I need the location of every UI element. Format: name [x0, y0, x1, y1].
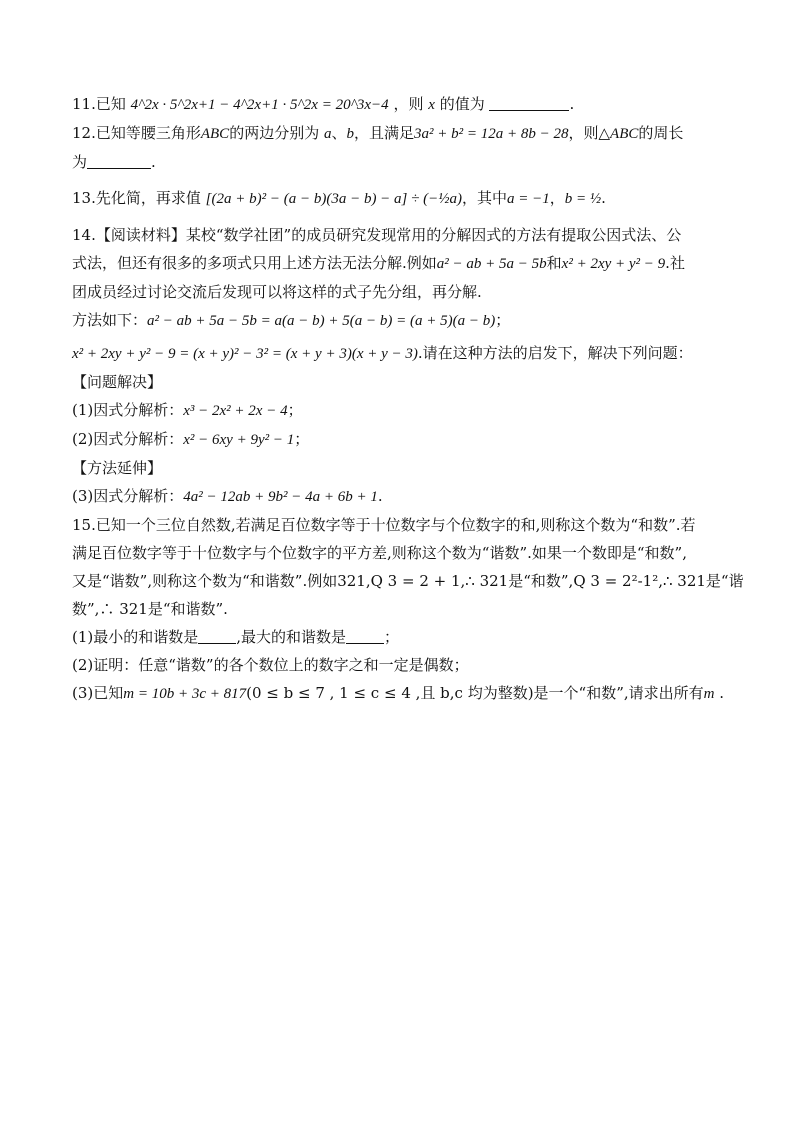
- q14-p1-end: ；: [287, 401, 303, 419]
- q12-text3: ，且满足: [354, 124, 415, 142]
- q15-p1-a: (1)最小的和谐数是: [72, 628, 199, 646]
- q14-line2-a: 式法，但还有很多的多项式只用上述方法无法分解.例如: [72, 254, 437, 272]
- q14-p2-label: (2)因式分解析：: [72, 430, 184, 448]
- q15-part1: [72, 626, 724, 648]
- q14-example-1: a² − ab + 5a − 5b: [436, 256, 547, 272]
- q13-expression: [(2a + b)² − (a − b)(3a − b) − a] ÷ (−½a): [205, 191, 462, 207]
- question-14-line2: [72, 252, 724, 275]
- question-14-method2: [72, 342, 724, 365]
- question-list: [72, 93, 744, 705]
- q14-method2-expr: x² + 2xy + y² − 9 = (x + y)² − 3² = (x + y + 3)(x + y − 3): [72, 346, 418, 362]
- q13-b-value: b = ½: [564, 191, 602, 207]
- q15-part2: (2)证明：任意“谐数”的各个数位上的数字之和一定是偶数；: [72, 656, 469, 674]
- question-15-line3: 又是“谐数”,则称这个数为“和谐数”.例如321,Q 3 = 2 + 1,∴ 321是“和数”,Q 3 = 2²-1²,∴ 321是“谐: [72, 572, 744, 590]
- q12-triangle-name-2: ABC: [610, 126, 639, 142]
- q12-text5: 的周长: [638, 124, 684, 142]
- q15-p3-m: m: [703, 686, 715, 702]
- q15-max-blank[interactable]: [346, 629, 384, 644]
- q12-sep: 、: [331, 124, 347, 142]
- q14-section-extension: 【方法延伸】: [72, 459, 163, 477]
- q14-line2-b: .社: [665, 254, 685, 272]
- q13-prefix: 13.先化简，再求值: [72, 189, 201, 207]
- q15-p3-b: (0 ≤ b ≤ 7 , 1 ≤ c ≤ 4 ,且 b,c 均为整数)是一个“和数”,请求出所有: [246, 684, 704, 702]
- q14-part1: [72, 399, 724, 422]
- question-15-line4: 数”,∴ 321是“和谐数”.: [72, 600, 228, 618]
- q12-equation: 3a² + b² = 12a + 8b − 28: [414, 126, 569, 142]
- q11-variable: x: [428, 97, 435, 113]
- q12-a: a: [323, 126, 332, 142]
- q14-p2-end: ；: [294, 430, 310, 448]
- q12-text2: 的两边分别为: [229, 124, 324, 142]
- question-13: [72, 183, 724, 214]
- q12-prefix: 12.已知等腰三角形: [72, 124, 201, 142]
- q15-min-blank[interactable]: [198, 629, 236, 644]
- q13-end: .: [601, 189, 606, 207]
- q15-p1-b: ,最大的和谐数是: [236, 628, 347, 646]
- q11-expression: 4^2x · 5^2x+1 − 4^2x+1 · 5^2x = 20^3x−4: [130, 97, 389, 113]
- q14-part2: [72, 428, 724, 451]
- q15-part3: [72, 682, 724, 705]
- q11-answer-blank[interactable]: [489, 96, 569, 111]
- question-12-line2: 为 .: [72, 153, 156, 171]
- question-15-line2: 满足百位数字等于十位数字与个位数字的平方差,则称这个数为“谐数”.如果一个数即是“和数”,: [72, 544, 687, 562]
- q14-example-2: x² + 2xy + y² − 9: [561, 256, 666, 272]
- q11-prefix: 11.已知: [72, 95, 126, 113]
- q14-part3: [72, 485, 724, 508]
- q13-comma: ，: [549, 189, 565, 207]
- q14-p3-label: (3)因式分解析：: [72, 487, 184, 505]
- q14-p2-expr: x² − 6xy + 9y² − 1: [183, 432, 295, 448]
- q14-method2-end: .请在这种方法的启发下，解决下列问题：: [417, 344, 693, 362]
- q11-suffix: 的值为: [434, 95, 485, 113]
- q12-line2: 为: [72, 153, 88, 171]
- q12-b: b: [346, 126, 354, 142]
- q11-mid: ，则: [393, 95, 429, 113]
- question-12: [72, 122, 724, 145]
- q15-p1-c: ；: [384, 628, 400, 646]
- q12-answer-blank[interactable]: [87, 154, 151, 169]
- q14-p1-label: (1)因式分解析：: [72, 401, 184, 419]
- q14-section-problem: 【问题解决】: [72, 373, 163, 391]
- q15-p3-a: (3)已知: [72, 684, 124, 702]
- question-15-line1: 15.已知一个三位自然数,若满足百位数字等于十位数字与个位数字的和,则称这个数为“和数”.若: [72, 516, 696, 534]
- question-14-method1: [72, 309, 724, 332]
- q12-triangle-name: ABC: [200, 126, 230, 142]
- q15-p3-end: .: [714, 684, 725, 702]
- q14-method-label: 方法如下：: [72, 311, 148, 329]
- q12-text4: ，则△: [568, 124, 611, 142]
- q13-where: ，其中: [462, 189, 508, 207]
- q14-method1-end: ；: [495, 311, 511, 329]
- q13-a-value: a = −1: [507, 191, 550, 207]
- q14-method1-expr: a² − ab + 5a − 5b = a(a − b) + 5(a − b) = (a + 5)(a − b): [147, 313, 496, 329]
- question-14-line3: 团成员经过讨论交流后发现可以将这样的式子先分组，再分解.: [72, 283, 482, 301]
- q14-and: 和: [546, 254, 562, 272]
- q14-p3-end: .: [377, 487, 383, 505]
- q14-p1-expr: x³ − 2x² + 2x − 4: [183, 403, 288, 419]
- q15-p3-expr: m = 10b + 3c + 817: [123, 686, 247, 702]
- question-14-line1: 14.【阅读材料】某校“数学社团”的成员研究发现常用的分解因式的方法有提取公因式法、公: [72, 226, 682, 244]
- question-11: 11.已知 4^2x · 5^2x+1 − 4^2x+1 · 5^2x = 20^3x−4 ，则 x 的值为 .: [72, 95, 575, 113]
- q14-p3-expr: 4a² − 12ab + 9b² − 4a + 6b + 1: [183, 489, 378, 505]
